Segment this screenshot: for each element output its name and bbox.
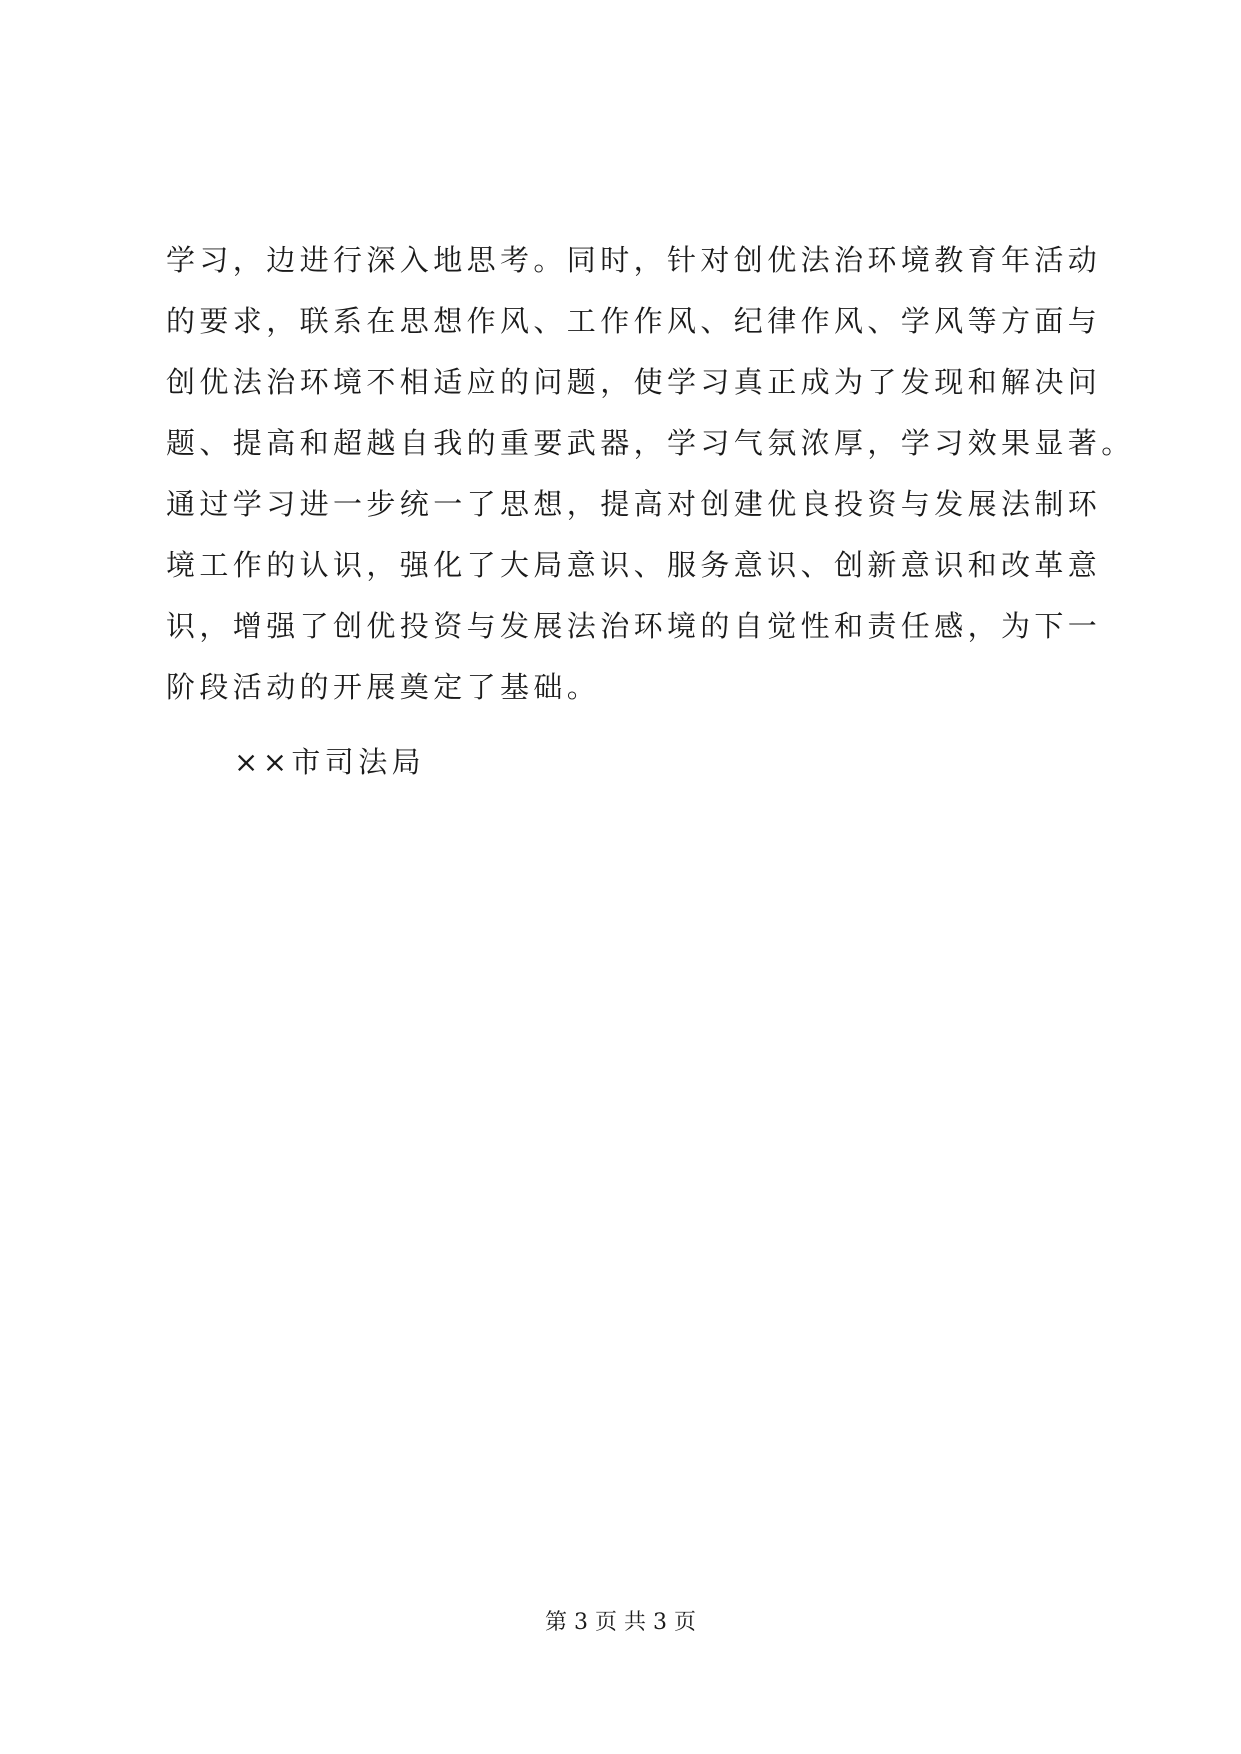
paragraph-line: 学习，边进行深入地思考。同时，针对创优法治环境教育年活动: [166, 243, 1102, 277]
paragraph-line: 的要求，联系在思想作风、工作作风、纪律作风、学风等方面与: [166, 304, 1102, 338]
paragraph-line: 境工作的认识，强化了大局意识、服务意识、创新意识和改革意: [166, 548, 1102, 582]
paragraph-line: 识，增强了创优投资与发展法治环境的自觉性和责任感，为下一: [166, 609, 1102, 643]
body-paragraph: [166, 230, 1135, 718]
paragraph-line: 创优法治环境不相适应的问题，使学习真正成为了发现和解决问: [166, 365, 1102, 399]
signature-organization: ××市司法局: [234, 745, 425, 779]
page-number-footer: 第 3 页 共 3 页: [545, 1610, 696, 1635]
paragraph-line: 通过学习进一步统一了思想，提高对创建优良投资与发展法制环: [166, 487, 1102, 521]
paragraph-line: 题、提高和超越自我的重要武器，学习气氛浓厚，学习效果显著。: [166, 426, 1135, 460]
paragraph-line: 阶段活动的开展奠定了基础。: [166, 670, 601, 704]
